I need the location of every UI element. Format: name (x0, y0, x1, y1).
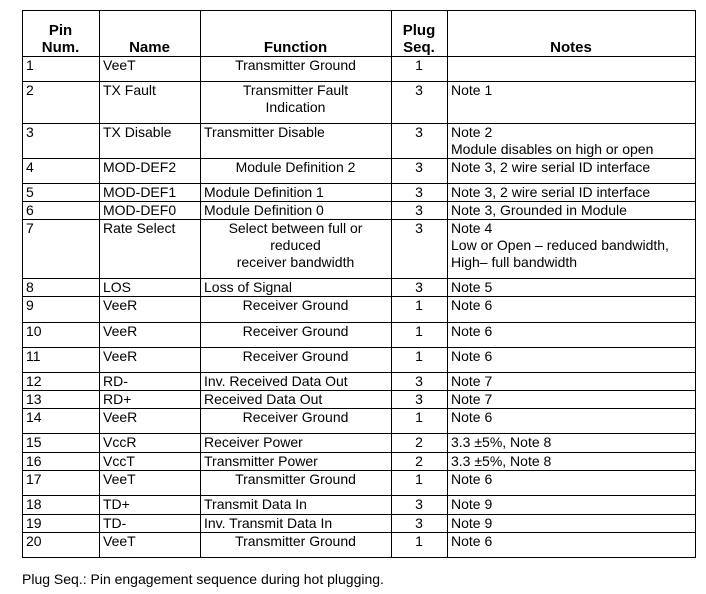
plug-sequence: 3 (392, 202, 448, 220)
function-line: Receiver Power (204, 434, 303, 450)
pin-notes (448, 159, 696, 184)
header-pin-line1: Pin (48, 22, 73, 39)
pin-function (201, 391, 392, 409)
note-line: Note 9 (451, 496, 493, 512)
table-row (23, 323, 696, 348)
pin-number: 4 (23, 159, 100, 184)
table-row (23, 515, 696, 533)
table-row (23, 348, 696, 373)
pin-number: 18 (23, 496, 100, 515)
plug-sequence: 2 (392, 434, 448, 453)
function-line: Transmitter Disable (204, 124, 325, 140)
note-line: Note 4 (451, 220, 493, 236)
function-line: Loss of Signal (204, 279, 292, 295)
pin-name: MOD-DEF0 (100, 202, 201, 220)
plug-sequence: 3 (392, 515, 448, 533)
pin-definition-table (22, 10, 696, 558)
table-row (23, 373, 696, 391)
header-plug-line1: Plug (402, 22, 436, 39)
pin-number: 19 (23, 515, 100, 533)
pin-name: VccR (100, 434, 201, 453)
table-row (23, 409, 696, 434)
pin-function (201, 323, 392, 348)
pin-function (201, 220, 392, 279)
pin-function (201, 184, 392, 202)
pin-name: TD- (100, 515, 201, 533)
plug-sequence: 1 (392, 409, 448, 434)
note-line: Note 7 (451, 391, 493, 407)
function-line: Received Data Out (204, 391, 323, 407)
pin-function (201, 279, 392, 297)
pin-number: 6 (23, 202, 100, 220)
function-line: Transmit Data In (204, 496, 307, 512)
pin-name: TX Disable (100, 124, 201, 159)
note-line: Note 1 (451, 82, 493, 98)
pin-notes (448, 471, 696, 496)
pin-function (201, 409, 392, 434)
pin-notes (448, 434, 696, 453)
function-line: Select between full or (228, 220, 363, 236)
function-line: Receiver Ground (242, 297, 349, 313)
note-line: Note 2 (451, 124, 493, 140)
pin-name: VeeR (100, 323, 201, 348)
table-row (23, 533, 696, 558)
pin-name: VccT (100, 453, 201, 471)
pin-function (201, 373, 392, 391)
note-line: Note 3, 2 wire serial ID interface (451, 184, 651, 200)
note-line: Note 6 (451, 471, 493, 487)
pin-function (201, 348, 392, 373)
table-row (23, 471, 696, 496)
header-notes: Notes (448, 11, 696, 57)
function-line: receiver bandwidth (236, 254, 355, 270)
plug-sequence: 3 (392, 373, 448, 391)
plug-sequence: 3 (392, 391, 448, 409)
header-name: Name (100, 11, 201, 57)
header-plug (392, 11, 448, 57)
pin-function (201, 496, 392, 515)
note-line: Note 3, 2 wire serial ID interface (451, 159, 651, 175)
pin-number: 14 (23, 409, 100, 434)
header-row (23, 11, 696, 57)
function-line: Module Definition 2 (235, 159, 356, 175)
pin-name: VeeR (100, 297, 201, 323)
pin-number: 13 (23, 391, 100, 409)
table-row (23, 57, 696, 82)
pin-name: VeeT (100, 533, 201, 558)
pin-function (201, 515, 392, 533)
function-line: Transmitter Fault (242, 82, 349, 98)
plug-sequence: 3 (392, 279, 448, 297)
table-row (23, 297, 696, 323)
plug-sequence: 3 (392, 159, 448, 184)
pin-number: 8 (23, 279, 100, 297)
note-line: Note 9 (451, 515, 493, 531)
pin-function (201, 297, 392, 323)
pin-notes (448, 124, 696, 159)
table-row (23, 391, 696, 409)
pin-name: Rate Select (100, 220, 201, 279)
pin-name: LOS (100, 279, 201, 297)
pin-notes (448, 391, 696, 409)
header-pin-line2: Num. (41, 39, 80, 56)
pin-function (201, 202, 392, 220)
pin-number: 9 (23, 297, 100, 323)
function-line: Receiver Ground (242, 409, 349, 425)
pin-function (201, 159, 392, 184)
function-line: reduced (270, 237, 321, 253)
note-line: Note 6 (451, 323, 493, 339)
pin-notes (448, 323, 696, 348)
pin-function (201, 471, 392, 496)
pin-number: 1 (23, 57, 100, 82)
pin-number: 3 (23, 124, 100, 159)
note-line: Note 6 (451, 297, 493, 313)
note-line: Note 7 (451, 373, 493, 389)
pin-number: 12 (23, 373, 100, 391)
pin-notes (448, 515, 696, 533)
note-line: Note 6 (451, 348, 493, 364)
pin-function (201, 82, 392, 124)
pin-function (201, 57, 392, 82)
pin-name: RD+ (100, 391, 201, 409)
function-line: Module Definition 1 (204, 184, 324, 200)
table-row (23, 220, 696, 279)
note-line: 3.3 ±5%, Note 8 (451, 453, 552, 469)
plug-sequence: 3 (392, 124, 448, 159)
pin-number: 10 (23, 323, 100, 348)
plug-sequence: 1 (392, 57, 448, 82)
function-line: Transmitter Ground (235, 57, 356, 73)
pin-name: TD+ (100, 496, 201, 515)
plug-sequence: 3 (392, 220, 448, 279)
pin-name: VeeT (100, 471, 201, 496)
pin-name: VeeR (100, 409, 201, 434)
pin-notes (448, 220, 696, 279)
plug-sequence: 2 (392, 453, 448, 471)
table-row (23, 453, 696, 471)
pin-name: TX Fault (100, 82, 201, 124)
pin-notes (448, 184, 696, 202)
pin-notes (448, 202, 696, 220)
header-plug-line2: Seq. (403, 39, 435, 56)
pin-number: 16 (23, 453, 100, 471)
table-row (23, 82, 696, 124)
note-line: Note 6 (451, 409, 493, 425)
function-line: Inv. Transmit Data In (204, 515, 333, 531)
function-line: Receiver Ground (242, 348, 349, 364)
pin-name: RD- (100, 373, 201, 391)
pin-notes (448, 82, 696, 124)
pin-name: VeeT (100, 57, 201, 82)
plug-sequence: 3 (392, 496, 448, 515)
note-line: 3.3 ±5%, Note 8 (451, 434, 552, 450)
plug-sequence: 3 (392, 184, 448, 202)
pin-notes (448, 297, 696, 323)
function-line: Indication (265, 99, 326, 115)
header-function: Function (201, 11, 392, 57)
note-line: Note 5 (451, 279, 493, 295)
function-line: Inv. Received Data Out (204, 373, 348, 389)
note-line: Low or Open – reduced bandwidth, (451, 237, 669, 253)
function-line: Receiver Ground (242, 323, 349, 339)
plug-sequence: 3 (392, 82, 448, 124)
note-line: Note 6 (451, 533, 493, 549)
pin-number: 11 (23, 348, 100, 373)
note-line: Module disables on high or open (451, 141, 654, 157)
plug-sequence: 1 (392, 297, 448, 323)
pin-notes (448, 279, 696, 297)
pin-number: 20 (23, 533, 100, 558)
plug-sequence: 1 (392, 533, 448, 558)
pin-notes (448, 496, 696, 515)
pin-name: VeeR (100, 348, 201, 373)
pin-function (201, 434, 392, 453)
table-row (23, 184, 696, 202)
pin-name: MOD-DEF2 (100, 159, 201, 184)
pin-notes (448, 453, 696, 471)
table-row (23, 434, 696, 453)
pin-notes (448, 57, 696, 82)
table-row (23, 159, 696, 184)
footnote: Plug Seq.: Pin engagement sequence during hot plugging. (22, 571, 384, 587)
pin-function (201, 124, 392, 159)
pin-name: MOD-DEF1 (100, 184, 201, 202)
plug-sequence: 1 (392, 471, 448, 496)
function-line: Transmitter Ground (235, 471, 356, 487)
function-line: Transmitter Power (204, 453, 318, 469)
pin-number: 5 (23, 184, 100, 202)
table-row (23, 279, 696, 297)
pin-number: 17 (23, 471, 100, 496)
pin-number: 15 (23, 434, 100, 453)
pin-notes (448, 348, 696, 373)
plug-sequence: 1 (392, 323, 448, 348)
note-line: High– full bandwidth (451, 254, 578, 270)
table-row (23, 496, 696, 515)
note-line: Note 3, Grounded in Module (451, 202, 627, 218)
table-row (23, 124, 696, 159)
header-pin (23, 11, 100, 57)
pin-notes (448, 533, 696, 558)
function-line: Module Definition 0 (204, 202, 324, 218)
pin-notes (448, 373, 696, 391)
pin-rows (23, 57, 696, 558)
plug-sequence: 1 (392, 348, 448, 373)
table-row (23, 202, 696, 220)
pin-function (201, 533, 392, 558)
pin-number: 2 (23, 82, 100, 124)
pin-notes (448, 409, 696, 434)
function-line: Transmitter Ground (235, 533, 356, 549)
pin-number: 7 (23, 220, 100, 279)
pin-function (201, 453, 392, 471)
